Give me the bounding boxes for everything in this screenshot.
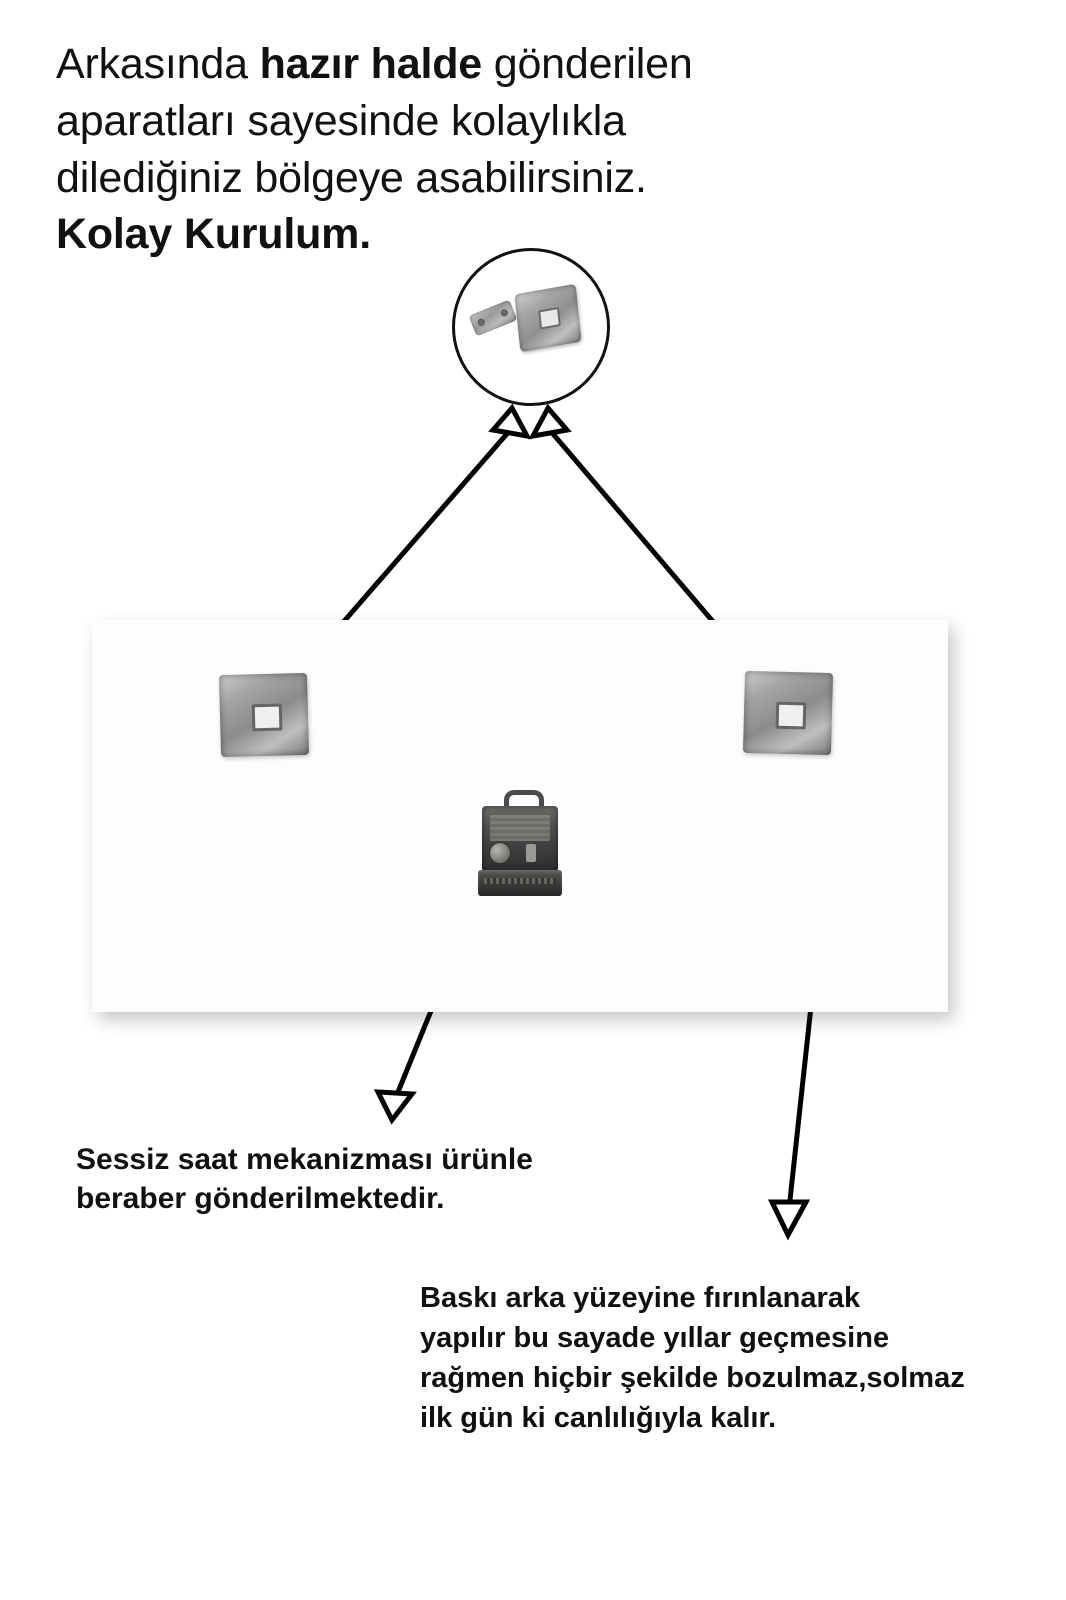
- headline-line-3: dilediğiniz bölgeye asabilirsiniz.: [56, 153, 647, 202]
- hanger-closeup-circle: [452, 248, 610, 406]
- headline-line-1: [56, 36, 856, 93]
- callout-print-line-4: ilk gün ki canlılığıyla kalır.: [420, 1402, 777, 1435]
- keyhole-slot-icon: [252, 704, 283, 732]
- mechanism-dial-icon: [489, 842, 511, 864]
- callout-print-line-2: yapılır bu sayade yıllar geçmesine: [420, 1322, 890, 1355]
- headline-text-bold: hazır halde: [259, 40, 482, 88]
- keyhole-slot-icon: [538, 307, 561, 330]
- wall-mount-plate-left: [219, 673, 309, 757]
- headline-line-4: Kolay Kurulum.: [56, 210, 371, 259]
- callout-mechanism: [76, 1140, 676, 1218]
- mechanism-label: [490, 815, 550, 841]
- metal-hanger-strip-icon: [468, 300, 517, 337]
- callout-print-line-3: rağmen hiçbir şekilde bozulmaz,solmaz: [420, 1362, 965, 1395]
- page-title: [56, 36, 856, 263]
- callout-mechanism-line-2: beraber gönderilmektedir.: [76, 1182, 445, 1215]
- mechanism-body: [482, 806, 558, 872]
- product-back-panel: [92, 620, 948, 1012]
- callout-mechanism-line-1: Sessiz saat mekanizması ürünle: [76, 1143, 533, 1176]
- clock-mechanism: [476, 790, 564, 902]
- headline-text-pre: Arkasında: [56, 40, 260, 88]
- headline-text-post: gönderilen: [481, 40, 693, 88]
- metal-hanger-plate-icon: [514, 284, 581, 353]
- mechanism-shaft-icon: [526, 844, 536, 862]
- headline-line-2: aparatları sayesinde kolaylıkla: [56, 96, 626, 145]
- callout-print-line-1: Baskı arka yüzeyine fırınlanarak: [420, 1282, 861, 1314]
- keyhole-slot-icon: [776, 702, 807, 730]
- mechanism-base: [478, 870, 562, 896]
- wall-mount-plate-right: [743, 671, 833, 755]
- callout-print-quality: [420, 1278, 980, 1438]
